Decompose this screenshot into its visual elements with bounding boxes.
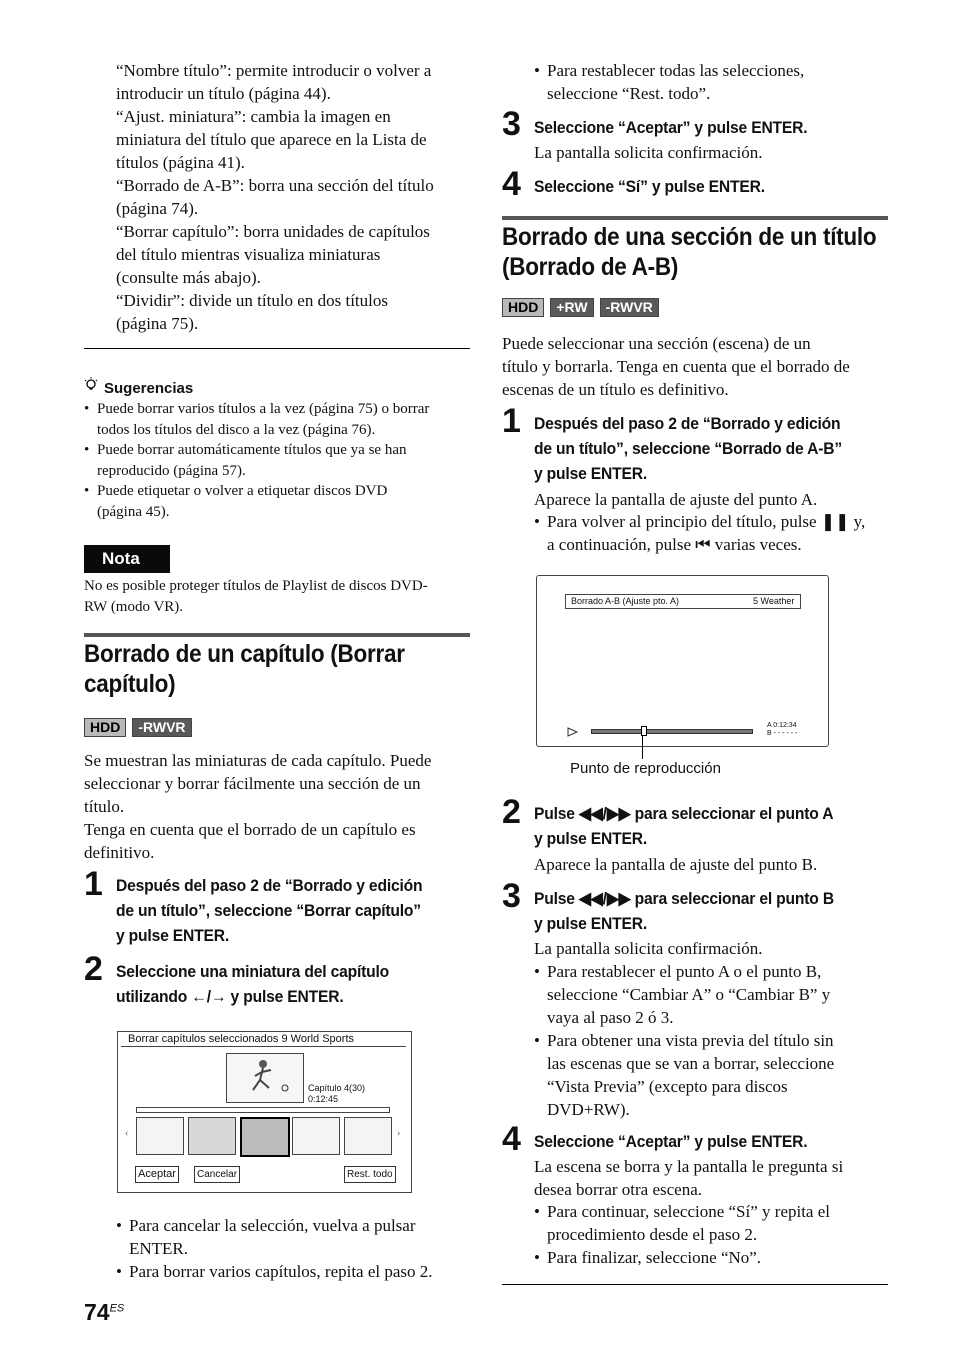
intro-line: (página 75). bbox=[116, 314, 199, 333]
chapter-thumbnail[interactable] bbox=[344, 1117, 392, 1155]
step-3-number: 3 bbox=[502, 105, 521, 143]
bullet-item: • Puede borrar automáticamente títulos que ya se han reproducido (página 57). bbox=[84, 440, 474, 481]
section-title-borrar-capitulo bbox=[84, 639, 462, 699]
cancel-button[interactable]: Cancelar bbox=[194, 1166, 240, 1183]
screen-header: Borrar capítulos seleccionados 9 World Sports bbox=[128, 1033, 355, 1045]
bottom-rule bbox=[502, 1284, 888, 1285]
step-line: Seleccione una miniatura del capítulo bbox=[116, 962, 390, 981]
step-3-sub: La pantalla solicita confirmación. bbox=[534, 939, 763, 958]
intro-line: “Ajust. miniatura”: cambia la imagen en bbox=[116, 107, 391, 126]
title-line: Borrado de una sección de un título bbox=[502, 223, 877, 251]
ab-erase-screen bbox=[536, 575, 829, 747]
intro-options-text bbox=[116, 59, 476, 335]
intro-line: miniatura del título que aparece en la Lista de bbox=[116, 130, 427, 149]
intro-line: títulos (página 41). bbox=[116, 153, 245, 172]
title-line: Borrado de un capítulo (Borrar bbox=[84, 640, 405, 668]
sub-line: desea borrar otra escena. bbox=[534, 1180, 703, 1199]
step-3-sub: La pantalla solicita confirmación. bbox=[534, 143, 763, 162]
intro-line: introducir un título (página 44). bbox=[116, 84, 331, 103]
step-line: y pulse ENTER. bbox=[534, 829, 648, 848]
section-description bbox=[502, 332, 902, 401]
disc-badges bbox=[502, 298, 665, 317]
step-4-number: 4 bbox=[502, 1120, 521, 1158]
bullet-item: • Puede etiquetar o volver a etiquetar discos DVD (página 45). bbox=[84, 481, 474, 522]
scroll-right-arrow[interactable]: › bbox=[397, 1128, 401, 1139]
intro-line: del título mientras visualiza miniaturas bbox=[116, 245, 381, 264]
reset-all-button[interactable]: Rest. todo bbox=[344, 1166, 396, 1183]
title-line: capítulo) bbox=[84, 670, 176, 698]
step-line: de un título”, seleccione “Borrado de A-B” bbox=[534, 439, 843, 458]
progress-bar[interactable] bbox=[591, 729, 753, 734]
intro-line: “Borrar capítulo”: borra unidades de capítulos bbox=[116, 222, 430, 241]
step-2-notes bbox=[116, 1214, 486, 1283]
step-1-sub: Aparece la pantalla de ajuste del punto A. bbox=[534, 490, 818, 509]
page-number: $74^{ES}$ bbox=[84, 1299, 125, 1325]
nota-line: No es posible proteger títulos de Playlist de discos DVD- bbox=[84, 578, 428, 594]
badge-rwvr: -RWVR bbox=[600, 298, 659, 317]
step-3-text bbox=[534, 886, 884, 936]
tips-list bbox=[84, 399, 474, 522]
bullet-item: • Para restablecer todas las selecciones, seleccione “Rest. todo”. bbox=[534, 59, 894, 105]
step-2-text bbox=[116, 959, 466, 1009]
bullet-item: • Para cancelar la selección, vuelva a pulsar ENTER. bbox=[116, 1214, 486, 1260]
bullet-item: • Para finalizar, seleccione “No”. bbox=[534, 1246, 904, 1269]
chapter-timeline bbox=[136, 1107, 390, 1113]
chapter-thumbnail[interactable] bbox=[136, 1117, 184, 1155]
step-line: Después del paso 2 de “Borrado y edición bbox=[534, 414, 841, 433]
step-3-number: 3 bbox=[502, 877, 521, 915]
screen-header-left: Borrado A-B (Ajuste pto. A) bbox=[571, 596, 680, 606]
screen-header-right: 5 Weather bbox=[753, 596, 795, 606]
description-line: Puede seleccionar una sección (escena) de un bbox=[502, 334, 811, 353]
description-line: título y borrarla. Tenga en cuenta que el borrado de bbox=[502, 357, 850, 376]
step-1-number: 1 bbox=[84, 865, 103, 903]
step-line: Después del paso 2 de “Borrado y edición bbox=[116, 876, 423, 895]
chapter-thumbnail[interactable] bbox=[292, 1117, 340, 1155]
section-rule bbox=[84, 633, 470, 637]
scroll-left-arrow[interactable]: ‹ bbox=[125, 1128, 129, 1139]
step-1-number: 1 bbox=[502, 402, 521, 440]
step-1-text bbox=[534, 411, 884, 486]
badge-rwvr: -RWVR bbox=[132, 718, 191, 737]
step-4-notes bbox=[534, 1200, 904, 1269]
description-line: escenas de un título es definitivo. bbox=[502, 380, 729, 399]
step-2-number: 2 bbox=[502, 793, 521, 831]
intro-line: “Nombre título”: permite introducir o volver a bbox=[116, 61, 432, 80]
badge-plus-rw: +RW bbox=[550, 298, 593, 317]
step-2-text bbox=[534, 801, 884, 851]
reset-all-note bbox=[534, 59, 894, 105]
section-description bbox=[84, 749, 474, 864]
bullet-item: • Para obtener una vista previa del título sin las escenas que se van a borrar, seleccione “Vista Previa” (excepto para discos DVD+RW). bbox=[534, 1029, 904, 1121]
disc-badges bbox=[84, 718, 198, 737]
accept-button[interactable]: Aceptar bbox=[135, 1166, 179, 1183]
tips-heading: Sugerencias bbox=[84, 377, 193, 399]
callout-line bbox=[642, 735, 643, 759]
bullet-item: • Para continuar, seleccione “Sí” y repita el procedimiento desde el paso 2. bbox=[534, 1200, 904, 1246]
intro-line: (página 74). bbox=[116, 199, 199, 218]
step-3-text: Seleccione “Aceptar” y pulse ENTER. bbox=[534, 118, 808, 137]
preview-thumbnail bbox=[226, 1053, 304, 1103]
description-line: definitivo. bbox=[84, 843, 155, 862]
callout-caption: Punto de reproducción bbox=[570, 760, 721, 777]
chapter-thumbnail-selected[interactable] bbox=[240, 1117, 290, 1157]
section-rule bbox=[502, 216, 888, 220]
nota-text bbox=[84, 576, 474, 617]
lightbulb-icon bbox=[84, 377, 104, 399]
step-1-text bbox=[116, 873, 466, 948]
intro-line: “Dividir”: divide un título en dos títulos bbox=[116, 291, 388, 310]
title-line: (Borrado de A-B) bbox=[502, 253, 679, 281]
sub-line: La escena se borra y la pantalla le pregunta si bbox=[534, 1157, 844, 1176]
step-4-text: Seleccione “Sí” y pulse ENTER. bbox=[534, 177, 765, 196]
play-icon bbox=[567, 724, 579, 742]
badge-hdd: HDD bbox=[502, 298, 544, 317]
step-line: Pulse ◀◀/▶▶ para seleccionar el punto B bbox=[534, 889, 834, 908]
description-line: título. bbox=[84, 797, 125, 816]
bullet-item: • Para restablecer el punto A o el punto B, seleccione “Cambiar A” o “Cambiar B” y vaya al paso 2 ó 3. bbox=[534, 960, 904, 1029]
step-4-number: 4 bbox=[502, 165, 521, 203]
bullet-item: • Para volver al principio del título, pulse ❚❚ y, a continuación, pulse ⏮ varias veces. bbox=[534, 510, 904, 556]
step-line: Pulse ◀◀/▶▶ para seleccionar el punto A bbox=[534, 804, 834, 823]
divider bbox=[84, 348, 470, 349]
step-line: y pulse ENTER. bbox=[534, 464, 648, 483]
description-line: Se muestran las miniaturas de cada capítulo. Puede bbox=[84, 751, 432, 770]
description-line: seleccionar y borrar fácilmente una sección de un bbox=[84, 774, 421, 793]
step-3-notes bbox=[534, 960, 904, 1121]
chapter-thumbnail[interactable] bbox=[188, 1117, 236, 1155]
nota-label: Nota bbox=[84, 545, 170, 573]
step-4-text: Seleccione “Aceptar” y pulse ENTER. bbox=[534, 1132, 808, 1151]
chapter-delete-screen bbox=[117, 1031, 412, 1193]
b-point-time: B - - - - - - bbox=[767, 730, 798, 737]
chapter-label: Capítulo 4(30) bbox=[308, 1083, 366, 1093]
step-2-sub: Aparece la pantalla de ajuste del punto B. bbox=[534, 855, 818, 874]
badge-hdd: HDD bbox=[84, 718, 126, 737]
bullet-item: • Puede borrar varios títulos a la vez (página 75) o borrar todos los títulos del disco a la vez (página 76). bbox=[84, 399, 474, 440]
intro-line: “Borrado de A-B”: borra una sección del título bbox=[116, 176, 434, 195]
bullet-item: • Para borrar varios capítulos, repita el paso 2. bbox=[116, 1260, 486, 1283]
description-line: Tenga en cuenta que el borrado de un capítulo es bbox=[84, 820, 416, 839]
step-1-note bbox=[534, 510, 904, 556]
step-line: y pulse ENTER. bbox=[116, 926, 230, 945]
step-line: y pulse ENTER. bbox=[534, 914, 648, 933]
step-2-number: 2 bbox=[84, 950, 103, 988]
chapter-time: 0:12:45 bbox=[308, 1094, 339, 1104]
screen-header-line bbox=[121, 1046, 406, 1047]
nota-line: RW (modo VR). bbox=[84, 598, 184, 615]
step-line: utilizando ←/→ y pulse ENTER. bbox=[116, 987, 344, 1006]
step-line: de un título”, seleccione “Borrar capítulo” bbox=[116, 901, 421, 920]
intro-line: (consulte más abajo). bbox=[116, 268, 261, 287]
a-point-time: A 0:12:34 bbox=[767, 722, 797, 729]
section-title-borrado-ab bbox=[502, 222, 898, 282]
step-4-sub bbox=[534, 1155, 904, 1201]
